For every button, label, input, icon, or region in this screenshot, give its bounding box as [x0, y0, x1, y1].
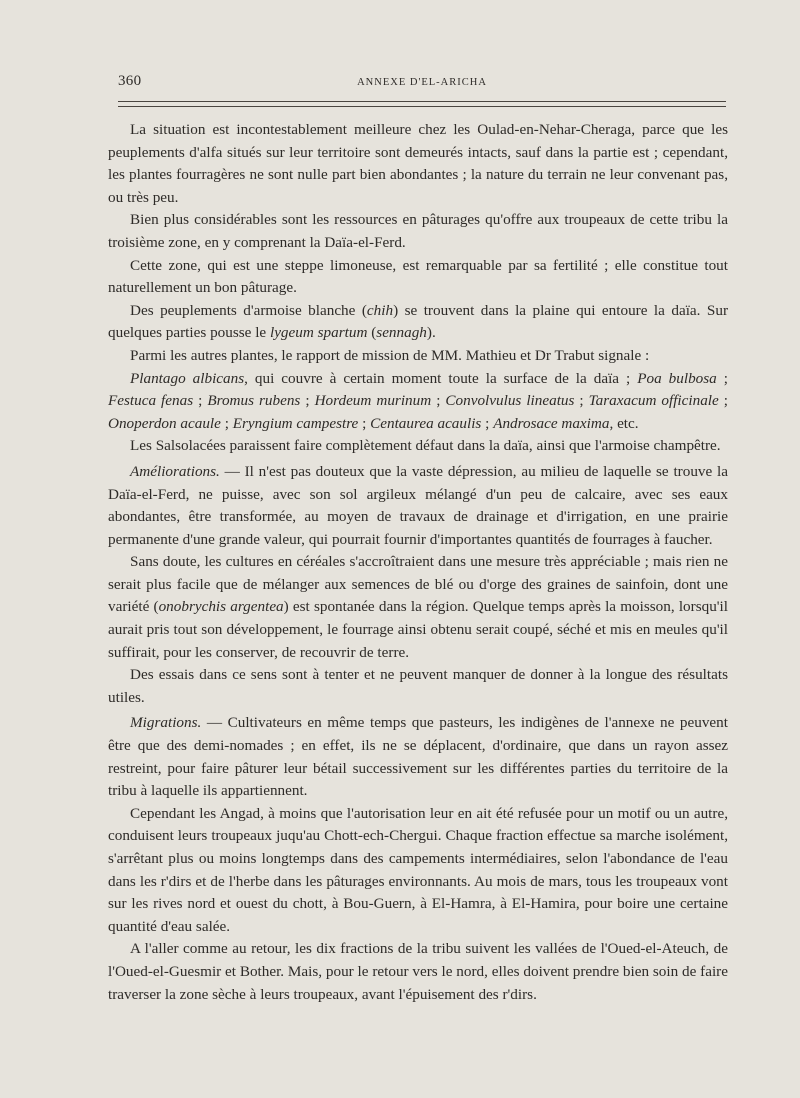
paragraph: Des essais dans ce sens sont à tenter et ne peuvent manquer de donner à la longue des résultats utiles. [108, 666, 728, 706]
text-run: , etc. [609, 414, 639, 432]
page-header [118, 73, 726, 93]
text-run: ; [716, 369, 728, 387]
text-run: ; [193, 392, 208, 410]
italic-term: sennagh [376, 324, 427, 342]
text-run: ) est spontanée dans la région. Quelque temps après la moisson, lorsqu'il aurait pris tout son développement, le fourrage ainsi obtenu serait coupé, séché et mis en meules qu'il suffirait, pour les conserver, de recouvrir de terre. [108, 598, 728, 661]
species-name: Hordeum murinum [314, 392, 432, 410]
species-name: Bromus rubens [207, 392, 301, 410]
species-name: Convolvulus lineatus [445, 392, 575, 410]
paragraph: Les Salsolacées paraissent faire complètement défaut dans la daïa, ainsi que l'armoise champêtre. [130, 437, 721, 455]
species-name: Androsace maxima [493, 414, 610, 432]
text-run: , qui couvre à certain moment toute la surface de la daïa ; [244, 369, 638, 387]
text-run: ( [367, 324, 377, 342]
species-name: Eryngium campestre [232, 414, 359, 432]
species-name: Plantago albicans [130, 369, 245, 387]
text-run: ; [574, 392, 589, 410]
paragraph [108, 551, 728, 664]
section-paragraph [108, 461, 728, 551]
paragraph: Cependant les Angad, à moins que l'autorisation leur en ait été refusée pour un motif ou un autre, conduisent leurs troupeaux juqu'au Chott-ech-Chergui. Chaque fraction effectue sa marche isolément, s'arrêtant plus ou moins longtemps dans des campements intermédiaires, selon l'abondance de l'eau dans les r'dirs et de l'herbe dans les pâturages environnants. Au mois de mars, tous les troupeaux vont sur les rives nord et ouest du chott, à Bou-Guern, à El-Hamra, à El-Hamira, pour boire une certaine quantité d'eau salée. [108, 804, 728, 935]
header-rule [118, 101, 726, 107]
section-title: Améliorations. [130, 462, 220, 480]
species-name: Festuca fenas [108, 392, 194, 410]
text-run: Sans doute, les cultures en céréales s'accroîtraient dans une mesure très appréciable ; mais rien ne serait plus facile que de mélanger aux semences de blé ou d'orge des graines de sainfoin, dont une variété ( [108, 553, 728, 616]
body-text [108, 119, 728, 1006]
species-list-paragraph [108, 368, 728, 436]
text-run: ). [426, 324, 436, 342]
section-paragraph [108, 712, 728, 802]
text-run: ; [481, 414, 494, 432]
italic-term: chih [366, 301, 394, 319]
italic-term: lygeum spartum [269, 324, 368, 342]
section-title: Migrations. [130, 714, 202, 732]
text-run: ; [300, 392, 315, 410]
text-run: ; [220, 414, 233, 432]
page-number: 360 [118, 73, 142, 89]
paragraph: A l'aller comme au retour, les dix fractions de la tribu suivent les vallées de l'Oued-el-Ateuch, de l'Oued-el-Guesmir et Bother. Mais, pour le retour vers le nord, elles doivent prendre bien soin de faire traverser la zone sèche à leurs troupeaux, avant l'épuisement des r'dirs. [108, 940, 728, 1003]
text-run: — Il n'est pas douteux que la vaste dépression, au milieu de laquelle se trouve la Daïa-el-Ferd, ne puisse, avec son sol argileux mélangé d'un peu de calcaire, avec ses eaux abondantes, être transformée, au moyen de travaux de drainage et d'irrigation, en une prairie permanente d'une grande valeur, qui pourrait fournir d'importantes quantités de fourrages à faucher. [108, 462, 728, 548]
text-run: ) se trouvent dans la plaine qui entoure la daïa. Sur quelques parties pousse le [108, 301, 729, 342]
italic-term: onobrychis argentea [158, 598, 284, 616]
species-name: Poa bulbosa [637, 369, 717, 387]
text-run: ; [431, 392, 446, 410]
running-head: ANNEXE D'EL-ARICHA [357, 77, 487, 88]
text-run: — Cultivateurs en même temps que pasteurs, les indigènes de l'annexe ne peuvent être que des demi-nomades ; en effet, ils ne se déplacent, d'ordinaire, que dans un rayon assez restreint, pour faire pâturer leur bétail successivement sur les différentes parties du territoire de la tribu à laquelle ils appartiennent. [108, 714, 728, 800]
text-run: Des peuplements d'armoise blanche ( [130, 301, 367, 319]
species-name: Onoperdon acaule [108, 414, 221, 432]
paragraph: La situation est incontestablement meilleure chez les Oulad-en-Nehar-Cheraga, parce que les peuplements d'alfa situés sur leur territoire sont demeurés intacts, sauf dans la partie est ; cependant, les plantes fourragères ne sont nulle part bien abondantes ; la nature du terrain ne leur convenant pas, ou très peu. [108, 121, 728, 206]
paragraph [108, 300, 728, 345]
species-name: Centaurea acaulis [370, 414, 482, 432]
paragraph: Bien plus considérables sont les ressources en pâturages qu'offre aux troupeaux de cette tribu la troisième zone, en y comprenant la Daïa-el-Ferd. [108, 211, 728, 251]
paragraph: Cette zone, qui est une steppe limoneuse, est remarquable par sa fertilité ; elle constitue tout naturellement un bon pâturage. [108, 256, 728, 297]
species-name: Taraxacum officinale [588, 392, 719, 410]
text-run: ; [718, 392, 728, 410]
paragraph: Parmi les autres plantes, le rapport de mission de MM. Mathieu et Dr Trabut signale : [130, 346, 650, 364]
text-run: ; [358, 414, 371, 432]
